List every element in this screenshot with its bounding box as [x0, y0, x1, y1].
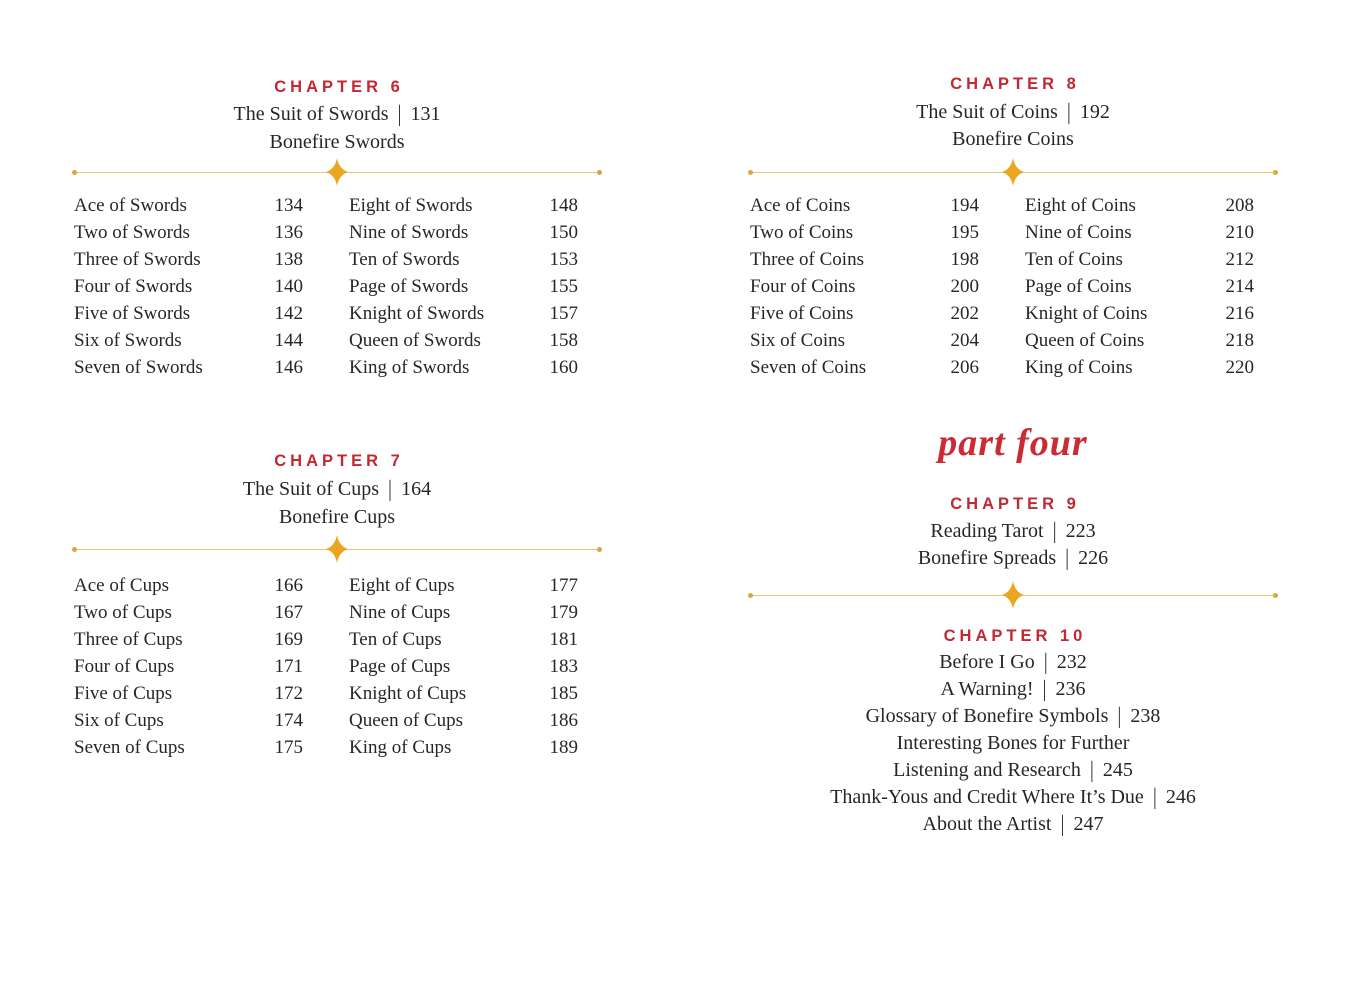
card-name: Four of Cups	[74, 656, 175, 677]
card-name: Ten of Cups	[349, 629, 442, 650]
chapter-7-heading: CHAPTER 7	[274, 452, 404, 470]
chapter-6-title-line	[72, 101, 602, 128]
chapter-7-subtitle: Bonefire Cups	[278, 506, 396, 528]
toc-title: Before I Go	[939, 651, 1035, 673]
card-page-number: 216	[1225, 303, 1254, 324]
card-name: Two of Coins	[750, 222, 854, 243]
card-name: Eight of Cups	[349, 575, 455, 596]
toc-title: About the Artist	[922, 813, 1052, 835]
toc-entry	[750, 273, 979, 300]
toc-line	[748, 545, 1278, 572]
toc-entry	[74, 300, 303, 327]
card-name: Ace of Swords	[74, 195, 187, 216]
card-page-number: 167	[274, 602, 303, 623]
star-ornament-icon	[1002, 581, 1024, 609]
toc-entry	[750, 192, 979, 219]
toc-entry	[74, 246, 303, 273]
card-page-number: 153	[549, 249, 578, 270]
divider-dot	[597, 547, 602, 552]
chapter-7-title: The Suit of Cups	[242, 478, 380, 500]
toc-entry	[74, 734, 303, 761]
toc-entry	[1025, 192, 1254, 219]
card-page-number: 210	[1225, 222, 1254, 243]
toc-entry	[1025, 300, 1254, 327]
toc-entry	[74, 653, 303, 680]
card-page-number: 220	[1225, 357, 1254, 378]
toc-entry	[349, 327, 578, 354]
card-column	[74, 572, 303, 761]
toc-entry	[349, 680, 578, 707]
card-name: Three of Cups	[74, 629, 183, 650]
card-page-number: 194	[950, 195, 979, 216]
card-name: Page of Swords	[349, 276, 469, 297]
divider-dot	[72, 547, 77, 552]
toc-line	[748, 518, 1278, 545]
chapter-9-lines	[748, 518, 1278, 572]
divider-ornament	[748, 159, 1278, 185]
toc-entry	[750, 219, 979, 246]
card-name: Knight of Cups	[349, 683, 467, 704]
card-page-number: 138	[274, 249, 303, 270]
card-name: Five of Swords	[74, 303, 191, 324]
toc-title: Thank-Yous and Credit Where It’s Due	[830, 786, 1144, 808]
toc-page-number: 238	[1130, 705, 1161, 727]
card-page-number: 202	[950, 303, 979, 324]
chapter-8-title-line	[748, 99, 1278, 126]
card-name: Seven of Cups	[74, 737, 185, 758]
card-page-number: 185	[549, 683, 578, 704]
card-page-number: 155	[549, 276, 578, 297]
divider-dot	[748, 593, 753, 598]
toc-entry	[349, 300, 578, 327]
chapter-10-lines	[748, 649, 1278, 838]
card-name: King of Cups	[349, 737, 452, 758]
card-page-number: 212	[1225, 249, 1254, 270]
card-page-number: 158	[549, 330, 578, 351]
toc-page-number: 223	[1065, 520, 1096, 542]
card-page-number: 186	[549, 710, 578, 731]
card-name: Queen of Swords	[349, 330, 481, 351]
card-name: Six of Swords	[74, 330, 182, 351]
card-name: Nine of Coins	[1025, 222, 1132, 243]
card-page-number: 183	[549, 656, 578, 677]
divider-dot	[597, 170, 602, 175]
card-name: Page of Cups	[349, 656, 451, 677]
card-name: Ace of Coins	[750, 195, 851, 216]
chapter-7-page-number: 164	[401, 478, 432, 500]
card-page-number: 160	[549, 357, 578, 378]
card-page-number: 148	[549, 195, 578, 216]
card-name: King of Coins	[1025, 357, 1133, 378]
card-page-number: 200	[950, 276, 979, 297]
toc-entry	[1025, 246, 1254, 273]
card-page-number: 144	[274, 330, 303, 351]
toc-entry	[349, 734, 578, 761]
card-column	[1025, 192, 1254, 381]
separator: |	[388, 476, 393, 502]
separator: |	[1152, 784, 1157, 810]
star-ornament-icon	[326, 158, 348, 186]
divider-ornament	[72, 536, 602, 562]
separator: |	[397, 101, 402, 127]
card-page-number: 177	[549, 575, 578, 596]
card-name: Knight of Coins	[1025, 303, 1148, 324]
card-name: Six of Coins	[750, 330, 846, 351]
card-column	[74, 192, 303, 381]
toc-entry	[74, 707, 303, 734]
part-four-label: part four	[938, 422, 1088, 464]
toc-page-number: 246	[1165, 786, 1196, 808]
divider-dot	[748, 170, 753, 175]
separator: |	[1065, 545, 1070, 571]
toc-line	[748, 676, 1278, 703]
card-name: Ten of Swords	[349, 249, 460, 270]
toc-entry	[349, 192, 578, 219]
chapter-6-page-number: 131	[410, 103, 441, 125]
separator: |	[1042, 676, 1047, 702]
toc-entry	[1025, 219, 1254, 246]
card-page-number: 140	[274, 276, 303, 297]
toc-page-number: 232	[1056, 651, 1087, 673]
toc-entry	[349, 653, 578, 680]
toc-entry	[74, 273, 303, 300]
toc-entry	[74, 354, 303, 381]
toc-title: Interesting Bones for Further	[896, 732, 1130, 754]
card-page-number: 181	[549, 629, 578, 650]
toc-entry	[349, 354, 578, 381]
toc-entry	[74, 192, 303, 219]
toc-line	[748, 784, 1278, 811]
card-name: Three of Coins	[750, 249, 864, 270]
toc-entry	[74, 680, 303, 707]
card-name: Eight of Swords	[349, 195, 473, 216]
chapter-6-title: The Suit of Swords	[233, 103, 389, 125]
card-page-number: 136	[274, 222, 303, 243]
toc-title: A Warning!	[940, 678, 1034, 700]
card-name: Two of Swords	[74, 222, 190, 243]
card-name: Nine of Cups	[349, 602, 451, 623]
card-name: Knight of Swords	[349, 303, 485, 324]
card-page-number: 208	[1225, 195, 1254, 216]
card-name: Ten of Coins	[1025, 249, 1123, 270]
right-page	[748, 0, 1278, 994]
card-name: Nine of Swords	[349, 222, 469, 243]
toc-entry	[74, 327, 303, 354]
toc-entry	[349, 707, 578, 734]
toc-entry	[1025, 354, 1254, 381]
divider-dot	[1273, 170, 1278, 175]
card-name: Seven of Coins	[750, 357, 867, 378]
divider-ornament	[748, 582, 1278, 608]
toc-entry	[750, 246, 979, 273]
chapter-7-title-line	[72, 476, 602, 503]
toc-entry	[1025, 327, 1254, 354]
toc-entry	[74, 572, 303, 599]
toc-page-number: 245	[1102, 759, 1133, 781]
card-name: Seven of Swords	[74, 357, 203, 378]
chapter-8-card-list	[750, 192, 1254, 381]
card-page-number: 204	[950, 330, 979, 351]
toc-line	[748, 811, 1278, 838]
card-column	[349, 192, 578, 381]
card-page-number: 218	[1225, 330, 1254, 351]
toc-entry	[349, 599, 578, 626]
left-page	[72, 0, 602, 994]
card-page-number: 198	[950, 249, 979, 270]
card-page-number: 189	[549, 737, 578, 758]
card-page-number: 172	[274, 683, 303, 704]
card-page-number: 150	[549, 222, 578, 243]
separator: |	[1052, 518, 1057, 544]
chapter-8-subtitle: Bonefire Coins	[952, 128, 1074, 150]
toc-entry	[349, 572, 578, 599]
separator: |	[1066, 99, 1071, 125]
chapter-6-card-list	[74, 192, 578, 381]
card-name: Five of Coins	[750, 303, 854, 324]
card-name: Ace of Cups	[74, 575, 169, 596]
card-page-number: 179	[549, 602, 578, 623]
card-page-number: 157	[549, 303, 578, 324]
card-page-number: 174	[274, 710, 303, 731]
chapter-7-card-list	[74, 572, 578, 761]
toc-title: Listening and Research	[893, 759, 1081, 781]
toc-title: Glossary of Bonefire Symbols	[865, 705, 1109, 727]
card-page-number: 214	[1225, 276, 1254, 297]
card-column	[349, 572, 578, 761]
toc-page-number: 236	[1055, 678, 1086, 700]
toc-title: Reading Tarot	[930, 520, 1044, 542]
separator: |	[1089, 757, 1094, 783]
divider-ornament	[72, 159, 602, 185]
chapter-10-heading: CHAPTER 10	[943, 627, 1087, 645]
toc-entry	[750, 300, 979, 327]
toc-line	[748, 649, 1278, 676]
card-name: Three of Swords	[74, 249, 201, 270]
toc-entry	[74, 599, 303, 626]
toc-entry	[349, 626, 578, 653]
chapter-8-heading: CHAPTER 8	[950, 75, 1080, 93]
toc-line	[748, 757, 1278, 784]
chapter-9-heading: CHAPTER 9	[950, 495, 1080, 513]
chapter-8-title: The Suit of Coins	[916, 101, 1058, 123]
chapter-6-heading: CHAPTER 6	[274, 78, 404, 96]
toc-entry	[349, 219, 578, 246]
separator: |	[1060, 811, 1065, 837]
card-page-number: 134	[274, 195, 303, 216]
card-name: King of Swords	[349, 357, 470, 378]
card-name: Queen of Cups	[349, 710, 463, 731]
toc-page-number: 247	[1073, 813, 1104, 835]
card-page-number: 195	[950, 222, 979, 243]
toc-entry	[750, 354, 979, 381]
toc-entry	[74, 219, 303, 246]
divider-dot	[72, 170, 77, 175]
card-page-number: 142	[274, 303, 303, 324]
card-page-number: 206	[950, 357, 979, 378]
card-page-number: 169	[274, 629, 303, 650]
toc-entry	[74, 626, 303, 653]
toc-page-number: 226	[1078, 547, 1109, 569]
card-column	[750, 192, 979, 381]
chapter-6-subtitle: Bonefire Swords	[269, 131, 405, 153]
card-name: Page of Coins	[1025, 276, 1132, 297]
separator: |	[1117, 703, 1122, 729]
card-name: Queen of Coins	[1025, 330, 1145, 351]
toc-entry	[349, 273, 578, 300]
toc-entry	[349, 246, 578, 273]
chapter-8-page-number: 192	[1079, 101, 1110, 123]
card-name: Two of Cups	[74, 602, 172, 623]
card-name: Four of Coins	[750, 276, 856, 297]
card-name: Four of Swords	[74, 276, 193, 297]
star-ornament-icon	[326, 535, 348, 563]
card-page-number: 175	[274, 737, 303, 758]
card-name: Eight of Coins	[1025, 195, 1136, 216]
card-name: Six of Cups	[74, 710, 164, 731]
star-ornament-icon	[1002, 158, 1024, 186]
separator: |	[1043, 649, 1048, 675]
divider-dot	[1273, 593, 1278, 598]
toc-line	[748, 703, 1278, 730]
card-page-number: 171	[274, 656, 303, 677]
toc-entry	[1025, 273, 1254, 300]
card-page-number: 166	[274, 575, 303, 596]
toc-entry	[750, 327, 979, 354]
card-name: Five of Cups	[74, 683, 173, 704]
card-page-number: 146	[274, 357, 303, 378]
toc-title: Bonefire Spreads	[917, 547, 1057, 569]
toc-line	[748, 730, 1278, 757]
